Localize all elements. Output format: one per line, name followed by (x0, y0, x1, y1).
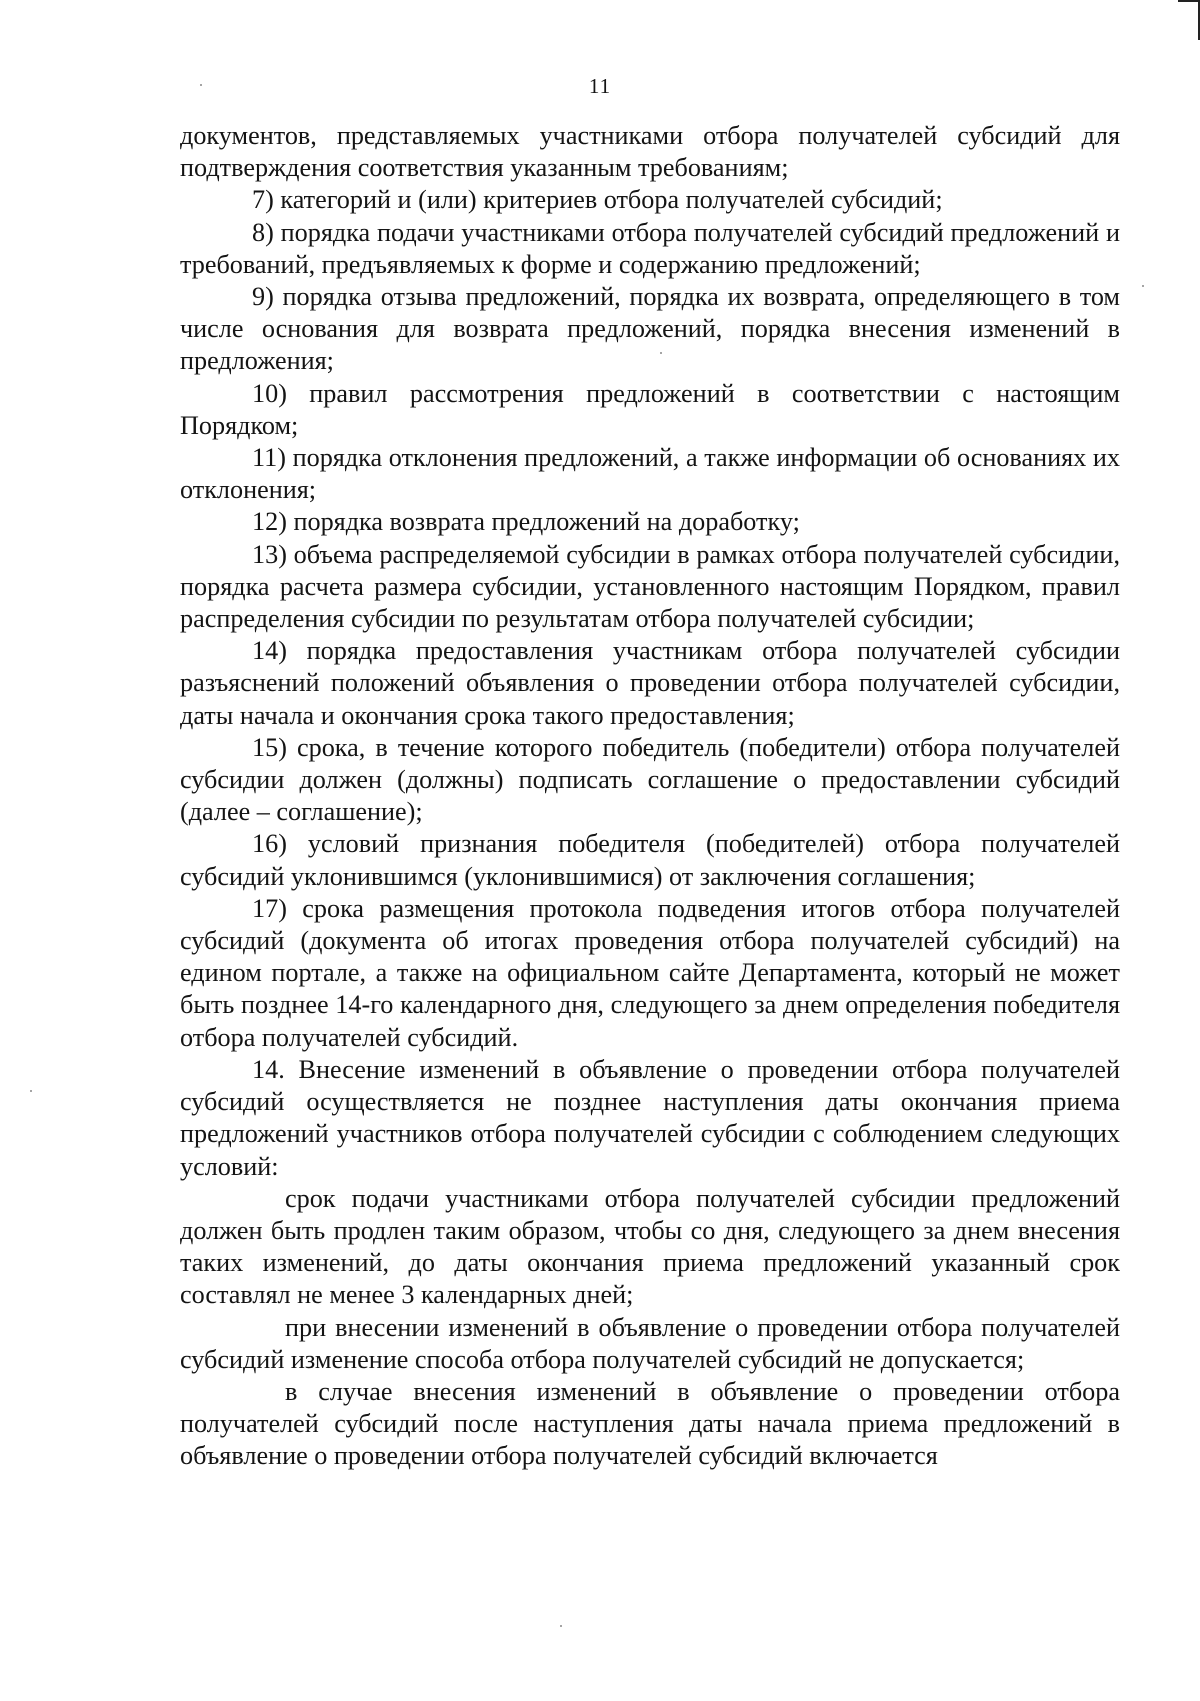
paragraph: при внесении изменений в объявление о проведении отбора получателей субсидий изменение способа отбора получателей субсидий не допускается; (180, 1312, 1120, 1374)
paragraph: 7) категорий и (или) критериев отбора получателей субсидий; (252, 185, 943, 215)
paragraph: 10) правил рассмотрения предложений в соответствии с настоящим Порядком; (180, 378, 1120, 440)
scan-speck (1142, 285, 1144, 287)
page-number: 11 (588, 74, 612, 98)
paragraph: 15) срока, в течение которого победитель (победители) отбора получателей субсидии должен (должны) подписать соглашение о предоставлении субсидий (далее – соглашение); (180, 732, 1120, 827)
paragraph: в случае внесения изменений в объявление о проведении отбора получателей субсидий после наступления даты начала приема предложений в объявление о проведении отбора получателей субсидий включается (180, 1376, 1120, 1471)
paragraph: 14. Внесение изменений в объявление о проведении отбора получателей субсидий осуществляется не позднее наступления даты окончания приема предложений участников отбора получателей субсидии с соблюдением следующих условий: (180, 1054, 1120, 1181)
paragraph: 9) порядка отзыва предложений, порядка их возврата, определяющего в том числе основания для возврата предложений, порядка внесения изменений в предложения; (180, 282, 1120, 376)
paragraph: 8) порядка подачи участниками отбора получателей субсидий предложений и требований, предъявляемых к форме и содержанию предложений; (180, 217, 1120, 279)
paragraph: 11) порядка отклонения предложений, а также информации об основаниях их отклонения; (180, 443, 1120, 505)
paragraph: 12) порядка возврата предложений на доработку; (252, 507, 800, 537)
scan-speck (30, 1090, 32, 1092)
paragraph: документов, представляемых участниками отбора получателей субсидий для подтверждения соответствия указанным требованиям; (180, 121, 1120, 183)
scan-speck (660, 352, 662, 354)
scan-speck (560, 1625, 562, 1627)
paragraph: срок подачи участниками отбора получателей субсидии предложений должен быть продлен таким образом, чтобы со дня, следующего за днем внесения таких изменений, до даты окончания приема предложений указанный срок составлял не менее 3 календарных дней; (180, 1183, 1120, 1310)
paragraph: 13) объема распределяемой субсидии в рамках отбора получателей субсидии, порядка расчета размера субсидии, установленного настоящим Порядком, правил распределения субсидии по результатам отбора получателей субсидии; (180, 539, 1120, 634)
paragraph: 14) порядка предоставления участникам отбора получателей субсидии разъяснений положений объявления о проведении отбора получателей субсидии, даты начала и окончания срока такого предоставления; (180, 636, 1120, 730)
document-body (180, 120, 1120, 1473)
scan-corner-mark (1178, 0, 1200, 40)
scan-speck (200, 84, 202, 86)
paragraph: 17) срока размещения протокола подведения итогов отбора получателей субсидий (документа об итогах проведения отбора получателей субсидий) на едином портале, а также на официальном сайте Департамента, который не может быть позднее 14-го календарного дня, следующего за днем определения победителя отбора получателей субсидий. (180, 893, 1120, 1052)
paragraph: 16) условий признания победителя (победителей) отбора получателей субсидий уклонившимся (уклонившимися) от заключения соглашения; (180, 829, 1120, 891)
